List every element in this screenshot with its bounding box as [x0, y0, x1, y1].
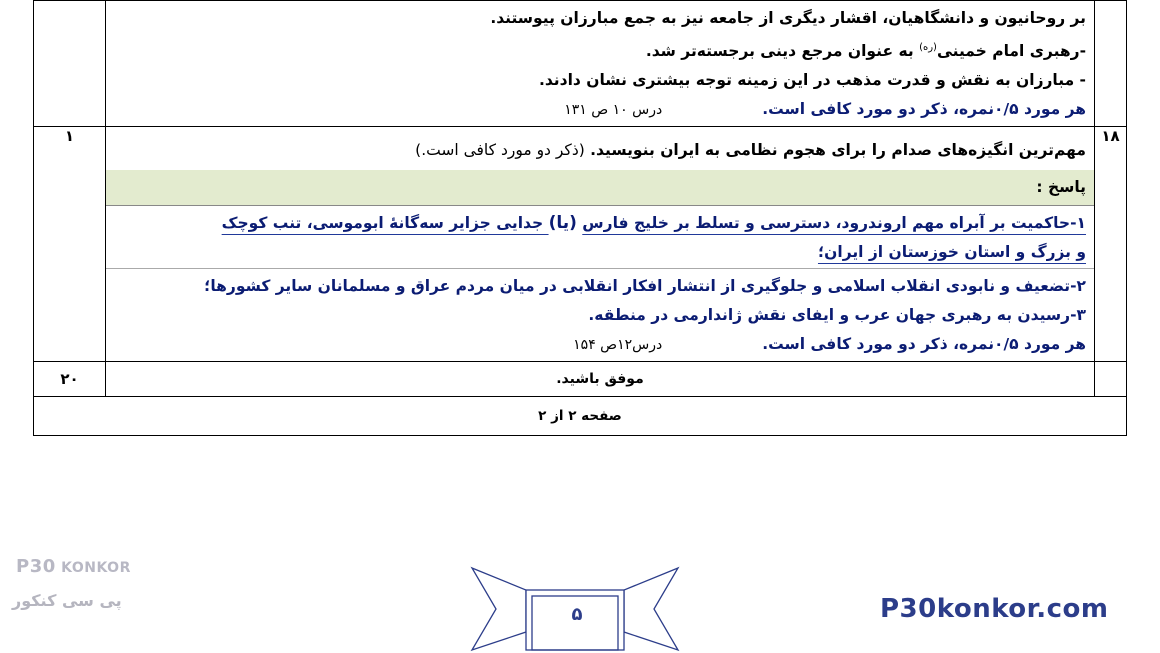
page-bar-row [34, 397, 1127, 436]
answer-3: ۳-رسیدن به رهبری جهان عرب و ایفای نقش ژاندارمی در منطقه. [588, 306, 1086, 325]
answer-1: ۱-حاکمیت بر آبراه مهم اروندرود، دسترسی و تسلط بر خلیج فارس (یا) جدایی جزایر سه‌گانهٔ ابوموسی، تنب کوچک [221, 213, 1086, 234]
page-number: ۵ [571, 604, 583, 625]
question-number: ۱۸ [1095, 127, 1127, 362]
answer-key-table [33, 0, 1127, 436]
p30konkor-logo: P30 KONKOR پی سی کنکور [12, 556, 131, 610]
lesson-reference: درس ۱۰ ص ۱۳۱ [564, 102, 663, 119]
lesson-reference: درس۱۲ص ۱۵۴ [573, 337, 663, 354]
question-18-row [34, 127, 1127, 362]
final-row [34, 362, 1127, 397]
answer-line: بر روحانیون و دانشگاهیان، اقشار دیگری از جامعه نیز به جمع مبارزان پیوستند. [490, 9, 1086, 27]
answer-line: -رهبری امام خمینی$^{(ره)}$ به عنوان مرجع دینی برجسته‌تر شد. [645, 42, 1086, 61]
answer-block [106, 205, 1094, 361]
question-18-cell [106, 127, 1095, 362]
site-url[interactable]: P30konkor.com [880, 594, 1109, 624]
question-number-cell [1095, 1, 1127, 127]
answer-2: ۲-تضعیف و نابودی انقلاب اسلامی و جلوگیری از انتشار افکار انقلابی در میان مردم عراق و مسلمانان سایر کشورها؛ [106, 268, 1094, 302]
good-luck-message: موفق باشید. [106, 362, 1095, 397]
score-note: هر مورد ۰/۵نمره، ذکر دو مورد کافی است. درس۱۲ص ۱۵۴ [106, 331, 1094, 361]
question-score: ۱ [34, 127, 106, 362]
answer-line: - مبارزان به نقش و قدرت مذهب در این زمینه توجه بیشتری نشان دادند. [538, 71, 1086, 90]
total-score: ۲۰ [34, 362, 106, 397]
answer-1-continued: و بزرگ و استان خوزستان از ایران؛ [817, 243, 1086, 262]
response-label: پاسخ : [106, 170, 1094, 205]
continued-answer-cell [106, 1, 1095, 127]
score-note: هر مورد ۰/۵نمره، ذکر دو مورد کافی است. درس ۱۰ ص ۱۳۱ [106, 96, 1094, 126]
question-text: مهم‌ترین انگیزه‌های صدام را برای هجوم نظامی به ایران بنویسید. (ذکر دو مورد کافی است.) [415, 141, 1086, 160]
score-cell [34, 1, 106, 127]
empty-cell [1095, 362, 1127, 397]
continued-answer-row [34, 1, 1127, 127]
page-indicator: صفحه ۲ از ۲ [34, 397, 1127, 436]
